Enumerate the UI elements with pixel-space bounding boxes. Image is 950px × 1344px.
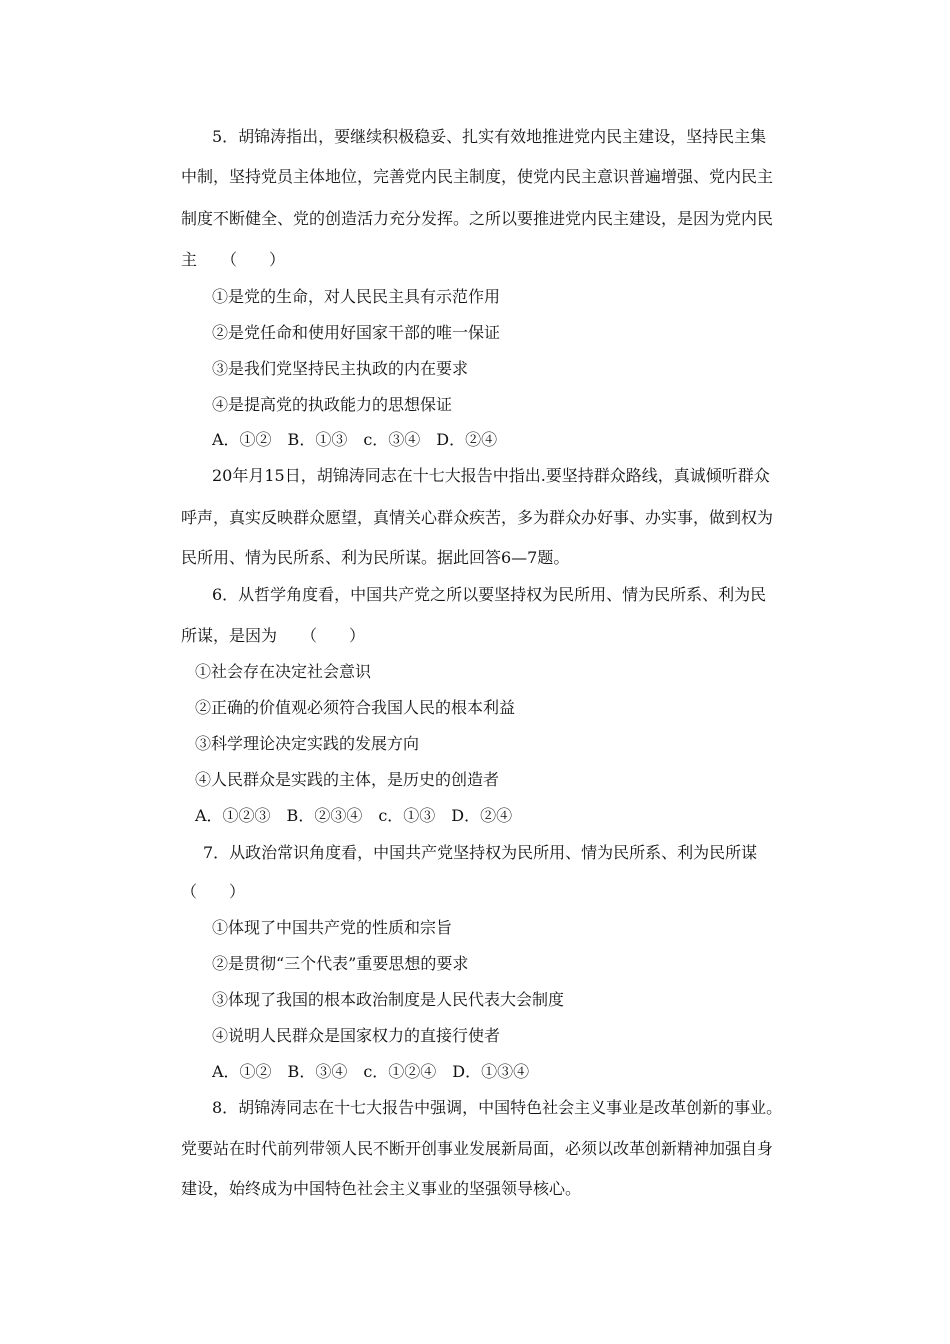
q6-line-1: 6．从哲学角度看，中国共产党之所以要坚持权为民所用、情为民所系、利为民	[212, 585, 767, 604]
q5-line-3: 制度不断健全、党的创造活力充分发挥。之所以要推进党内民主建设，是因为党内民	[181, 209, 774, 228]
q5-option-1: ①是党的生命，对人民民主具有示范作用	[212, 287, 501, 306]
q6-option-1: ①社会存在决定社会意识	[195, 662, 372, 681]
q6-option-2: ②正确的价值观必须符合我国人民的根本利益	[195, 698, 516, 717]
q6-answers: A．①②③ B．②③④ c．①③ D．②④	[195, 806, 513, 825]
q5-line-4: 主 （ ）	[181, 250, 286, 269]
q7-option-1: ①体现了中国共产党的性质和宗旨	[212, 918, 453, 937]
intro-line-2: 呼声，真实反映群众愿望，真情关心群众疾苦，多为群众办好事、办实事，做到权为	[181, 508, 774, 527]
q5-option-4: ④是提高党的执政能力的思想保证	[212, 395, 453, 414]
q7-option-4: ④说明人民群众是国家权力的直接行使者	[212, 1026, 501, 1045]
q5-answers: A．①② B．①③ c．③④ D．②④	[212, 430, 498, 449]
q5-line-1: 5．胡锦涛指出，要继续积极稳妥、扎实有效地推进党内民主建设，坚持民主集	[212, 127, 767, 146]
intro-line-1: 20年月15日，胡锦涛同志在十七大报告中指出.要坚持群众路线，真诚倾听群众	[212, 466, 770, 485]
q7-option-2: ②是贯彻“三个代表”重要思想的要求	[212, 954, 469, 973]
q8-line-1: 8．胡锦涛同志在十七大报告中强调，中国特色社会主义事业是改革创新的事业。	[212, 1098, 783, 1117]
q5-line-2: 中制，坚持党员主体地位，完善党内民主制度，使党内民主意识普遍增强、党内民主	[181, 167, 774, 186]
q5-option-2: ②是党任命和使用好国家干部的唯一保证	[212, 323, 501, 342]
intro-line-3: 民所用、情为民所系、利为民所谋。据此回答6—7题。	[181, 548, 570, 567]
q7-answers: A．①② B．③④ c．①②④ D．①③④	[212, 1062, 530, 1081]
q8-line-2: 党要站在时代前列带领人民不断开创事业发展新局面，必须以改革创新精神加强自身	[181, 1139, 774, 1158]
q6-option-4: ④人民群众是实践的主体，是历史的创造者	[195, 770, 500, 789]
q7-line-1: 7．从政治常识角度看，中国共产党坚持权为民所用、情为民所系、利为民所谋	[203, 843, 758, 862]
q8-line-3: 建设，始终成为中国特色社会主义事业的坚强领导核心。	[181, 1179, 582, 1198]
q6-line-2: 所谋，是因为 （ ）	[181, 626, 366, 645]
q7-option-3: ③体现了我国的根本政治制度是人民代表大会制度	[212, 990, 565, 1009]
q7-line-2: （ ）	[181, 882, 246, 901]
q5-option-3: ③是我们党坚持民主执政的内在要求	[212, 359, 469, 378]
q6-option-3: ③科学理论决定实践的发展方向	[195, 734, 420, 753]
